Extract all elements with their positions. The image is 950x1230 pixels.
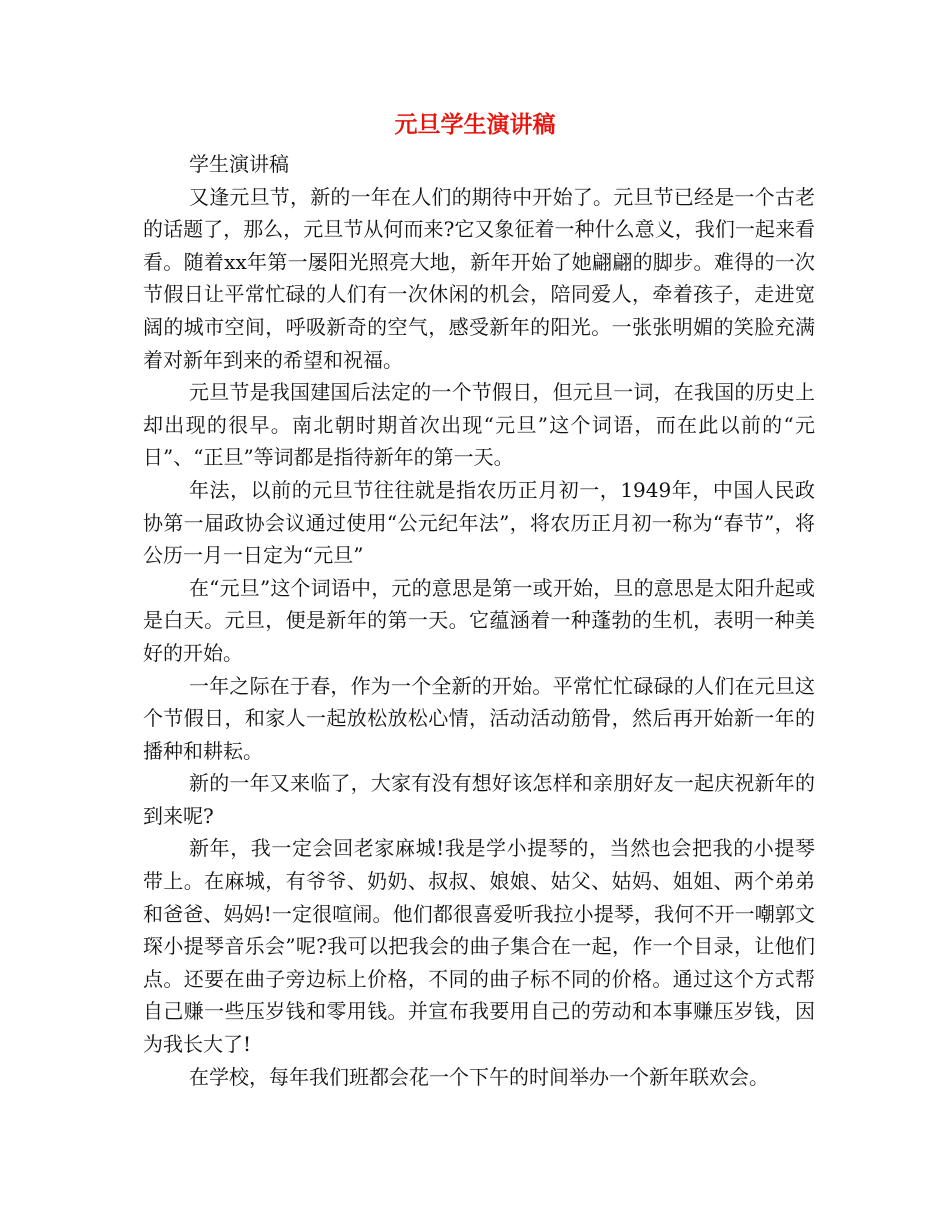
document-body [143,148,815,1093]
paragraph: 年法，以前的元旦节往往就是指农历正月初一，1949年，中国人民政协第一届政协会议通过使用“公元纪年法”，将农历正月初一称为“春节”，将公历一月一日定为“元旦” [143,477,815,568]
paragraph-subtitle: 学生演讲稿 [189,152,289,176]
paragraph: 一年之际在于春，作为一个全新的开始。平常忙忙碌碌的人们在元旦这个节假日，和家人一起放松放松心情，活动活动筋骨，然后再开始新一年的播种和耕耘。 [143,673,815,763]
paragraph: 在学校，每年我们班都会花一个下午的时间举办一个新年联欢会。 [189,1064,769,1089]
document-title: 元旦学生演讲稿 [394,111,556,138]
paragraph: 新的一年又来临了，大家有没有想好该怎样和亲朋好友一起庆祝新年的到来呢? [143,771,815,828]
paragraph: 新年，我一定会回老家麻城!我是学小提琴的，当然也会把我的小提琴带上。在麻城，有爷爷、奶奶、叔叔、娘娘、姑父、姑妈、姐姐、两个弟弟和爸爸、妈妈!一定很喧闹。他们都很喜爱听我拉小提琴，我何不开一嘲郭文琛小提琴音乐会”呢?我可以把我会的曲子集合在一起，作一个目录，让他们点。还要在曲子旁边标上价格，不同的曲子标不同的价格。通过这个方式帮自己赚一些压岁钱和零用钱。并宣布我要用自己的劳动和本事赚压岁钱，因为我长大了! [143,836,815,1057]
paragraph: 在“元旦”这个词语中，元的意思是第一或开始，旦的意思是太阳升起或是白天。元旦，便是新年的第一天。它蕴涵着一种蓬勃的生机，表明一种美好的开始。 [143,575,815,665]
paragraph: 又逢元旦节，新的一年在人们的期待中开始了。元旦节已经是一个古老的话题了，那么，元旦节从何而来?它又象征着一种什么意义，我们一起来看看。随着xx年第一屡阳光照亮大地，新年开始了她翩翩的脚步。难得的一次节假日让平常忙碌的人们有一次休闲的机会，陪同爱人，牵着孩子，走进宽阔的城市空间，呼吸新奇的空气，感受新年的阳光。一张张明媚的笑脸充满着对新年到来的希望和祝福。 [143,184,815,372]
paragraph: 元旦节是我国建国后法定的一个节假日，但元旦一词，在我国的历史上却出现的很早。南北朝时期首次出现“元旦”这个词语，而在此以前的“元日”、“正旦”等词都是指待新年的第一天。 [143,380,815,470]
